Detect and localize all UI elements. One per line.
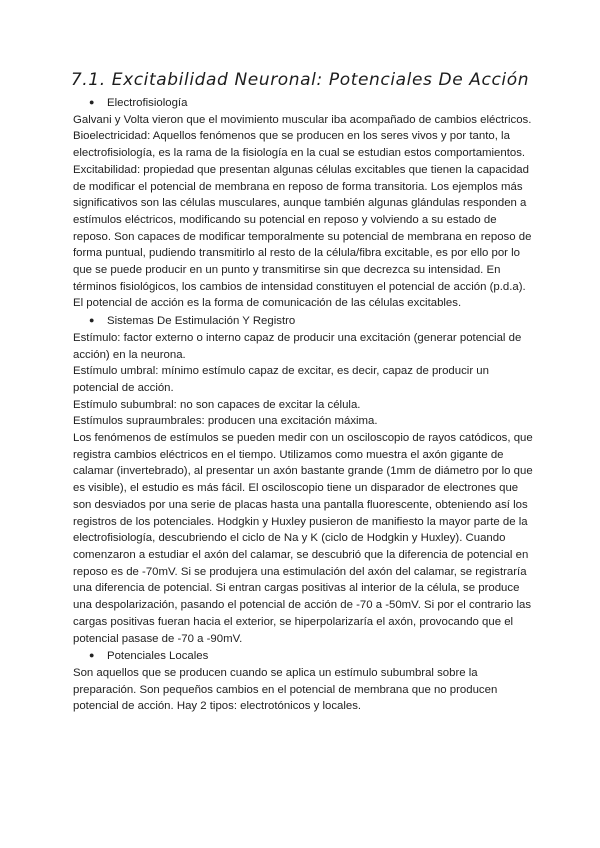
section-heading-label: Potenciales Locales <box>107 650 209 663</box>
paragraph: Son aquellos que se producen cuando se aplica un estímulo subumbral sobre la preparación. Son pequeños cambios en el potencial de membrana que no producen potencial de acción. Hay 2 tipos: electrotónicos y locales. <box>73 666 498 713</box>
paragraph: Estímulo subumbral: no son capaces de excitar la célula. <box>73 398 361 411</box>
bullet-icon: ● <box>89 650 95 661</box>
bullet-icon: ● <box>89 97 95 107</box>
bullet-icon: ● <box>89 315 95 326</box>
section-heading-label: Sistemas De Estimulación Y Registro <box>107 315 296 328</box>
section-heading-potenciales-locales <box>73 647 533 665</box>
section-heading-sistemas <box>73 312 533 330</box>
section-heading-electrofisiologia <box>73 94 533 112</box>
page-title: 7.1. Excitabilidad Neuronal: Potenciales De Acción <box>70 70 530 90</box>
paragraph: Estímulo umbral: mínimo estímulo capaz de excitar, es decir, capaz de producir un potencial de acción. <box>73 365 489 394</box>
paragraph: Los fenómenos de estímulos se pueden medir con un osciloscopio de rayos catódicos, que registra cambios eléctricos en el tiempo. Utilizamos como muestra el axón gigante de calamar (invertebrado), al presentar un axón bastante grande (1mm de diámetro por lo que es visible), el estudio es más fácil. El osciloscopio tiene un disparador de electrones que son desviados por una serie de placas hasta una pantalla fluorescente, obteniendo así los registros de los potenciales. Hodgkin y Huxley pusieron de manifiesto la mayor parte de la electrofisiología, descubriendo el ciclo de Na y K (ciclo de Hodgkin y Huxley). Cuando comenzaron a estudiar el axón del calamar, se descubrió que la diferencia de potencial en reposo es de -70mV. Si se produjera una estimulación del axón del calamar, se registraría una diferencia de potencial. Si entran cargas positivas al interior de la célula, se produce una despolarización, pasando el potencial de acción de -70 a -50mV. Si por el contrario las cargas positivas fueran hacia el exterior, se hiperpolarizaría el axón, provocando que el potencial pasase de -70 a -90mV. <box>73 432 533 645</box>
document-body <box>73 94 533 715</box>
section-heading-label: Electrofisiología <box>107 97 188 109</box>
paragraph: Estímulo: factor externo o interno capaz de producir una excitación (generar potencial de acción) en la neurona. <box>73 331 522 361</box>
paragraph: Galvani y Volta vieron que el movimiento muscular iba acompañado de cambios eléctricos. Bioelectricidad: Aquellos fenómenos que se producen en los seres vivos y por tanto, la electrofisiología, es la rama de la fisiología en la cual se estudian estos comportamientos. Excitabilidad: propiedad que presentan algunas células excitables que tienen la capacidad de modificar el potencial de membrana en reposo de forma transitoria. Los ejemplos más significativos son las células musculares, aunque también algunas glándulas responden a estímulos eléctricos, modificando su potencial en reposo y volviendo a su estado de reposo. Son capaces de modificar temporalmente su potencial de membrana en reposo de forma puntual, pudiendo transmitirlo al resto de la célula/fibra excitable, es por ello por lo que se puede producir en un punto y transmitirse sin que decrezca su intensidad. En términos fisiológicos, los cambios de intensidad constituyen el potencial de acción (p.d.a). El potencial de acción es la forma de comunicación de las células excitables. <box>73 113 532 310</box>
paragraph: Estímulos supraumbrales: producen una excitación máxima. <box>73 415 378 428</box>
